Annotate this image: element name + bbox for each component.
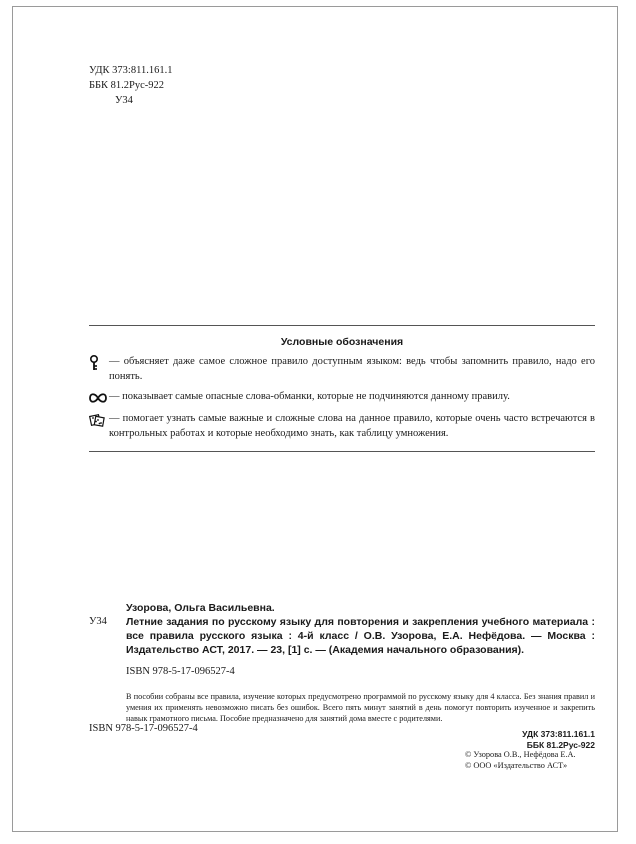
key-icon <box>89 355 109 371</box>
legend-item-infinity <box>89 390 595 406</box>
legend-item-text: — показывает самые опасные слова-обманки, которые не подчиняются данному правилу. <box>109 391 510 402</box>
book-page <box>12 6 618 832</box>
bibliographic-entry <box>89 615 595 657</box>
legend-box <box>89 325 595 452</box>
legend-item-dice <box>89 412 595 441</box>
copyright-notices <box>465 749 576 771</box>
udk-code-bottom: УДК 373:811.161.1 <box>522 729 595 739</box>
isbn-record: ISBN 978-5-17-096527-4 <box>126 666 235 677</box>
copyright-publisher: © ООО «Издательство АСТ» <box>465 761 568 770</box>
udk-code: УДК 373:811.161.1 <box>89 65 173 76</box>
entry-code: У34 <box>89 616 107 627</box>
annotation: В пособии собраны все правила, изучение которых предусмотрено программой по русскому языку для 4 класса. Без знания правил и умения их применять невозможно писать без ошибок. Всего пять минут занятий в день помогут повторить изученное и закрепить навык грамотного письма. Пособие предназначено для занятий дома вместе с родителями. <box>126 692 595 723</box>
author-name: Узорова, Ольга Васильевна. <box>126 602 275 614</box>
legend-item-text: — помогает узнать самые важные и сложные слова на данное правило, которые очень часто встречаются в контрольных работах и которые необходимо знать, как таблицу умножения. <box>109 413 595 439</box>
legend-title: Условные обозначения <box>280 336 404 348</box>
dice-icon <box>89 412 109 428</box>
infinity-icon <box>89 390 109 406</box>
entry-description: Летние задания по русскому языку для повторения и закрепления учебного материала : все правила русского языка : 4-й класс / О.В. Узорова, Е.А. Нефёдова. — Москва : Издательство АСТ, 2017. — 23, [1] с. — (Академия начального образования). <box>126 616 595 656</box>
author-code: У34 <box>115 95 133 106</box>
classification-codes <box>89 63 172 108</box>
copyright-authors: © Узорова О.В., Нефёдова Е.А. <box>465 750 576 759</box>
legend-item-key <box>89 355 595 384</box>
legend-item-text: — объясняет даже самое сложное правило доступным языком: ведь чтобы запомнить правило, надо его понять. <box>109 356 595 382</box>
bbk-code-bottom: ББК 81.2Рус-922 <box>526 740 595 750</box>
isbn-bottom: ISBN 978-5-17-096527-4 <box>89 723 198 734</box>
bbk-code: ББК 81.2Рус-922 <box>89 80 165 91</box>
